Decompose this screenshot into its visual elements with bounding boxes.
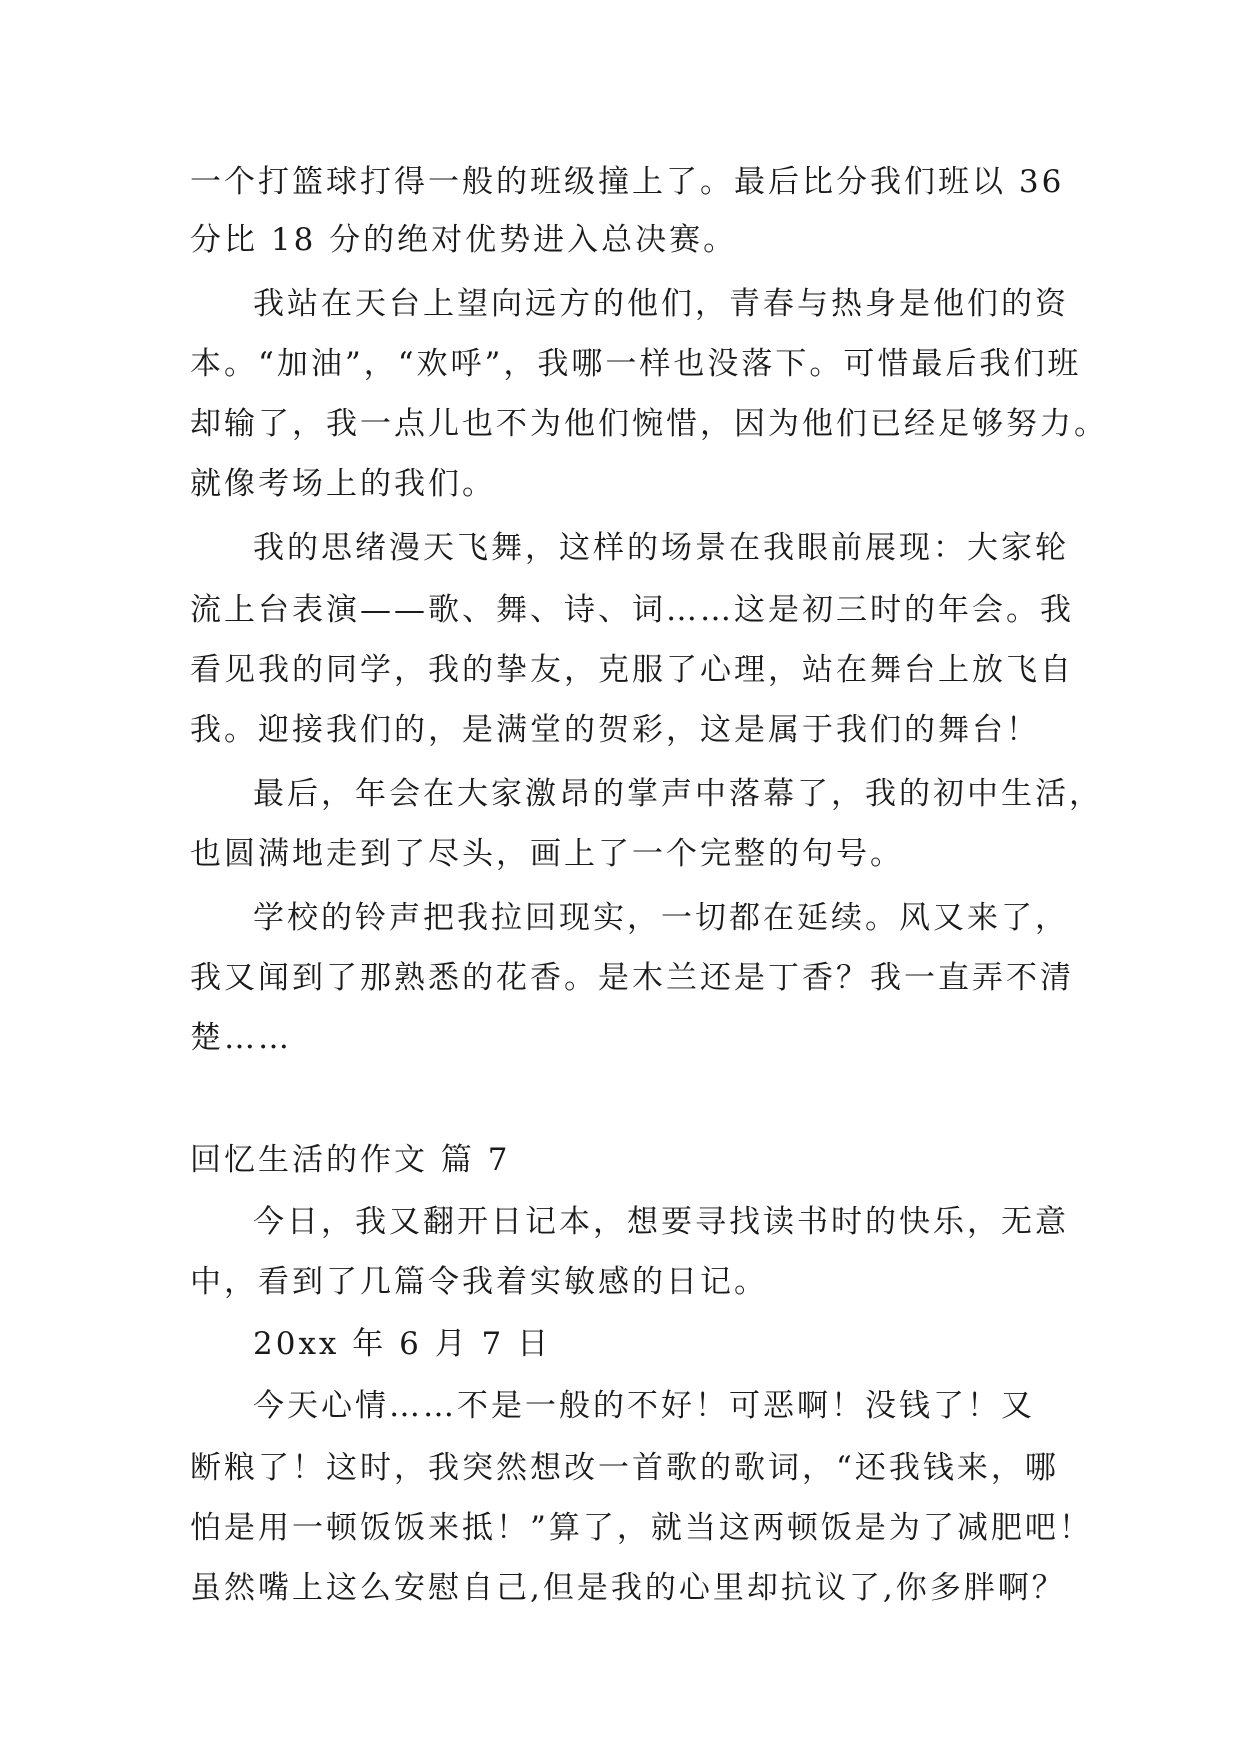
text-line: 就像考场上的我们。 [190,466,496,502]
text-line: 我站在天台上望向远方的他们，青春与热身是他们的资 [253,286,1069,322]
text-line: 断粮了！这时，我突然想改一首歌的歌词，“还我钱来，哪 [190,1450,1059,1486]
text-line: 我的思绪漫天飞舞，这样的场景在我眼前展现：大家轮 [253,530,1069,566]
text-line: 也圆满地走到了尽头，画上了一个完整的句号。 [190,836,904,872]
text-line: 本。“加油”，“欢呼”，我哪一样也没落下。可惜最后我们班 [190,346,1082,382]
text-line: 却输了，我一点儿也不为他们惋惜，因为他们已经足够努力。 [190,406,1108,442]
text-line: 最后，年会在大家激昂的掌声中落幕了，我的初中生活， [253,776,1103,812]
text-line: 一个打篮球打得一般的班级撞上了。最后比分我们班以 36 [190,164,1065,200]
section-heading: 回忆生活的作文 篇 7 [190,1142,511,1178]
text-line: 学校的铃声把我拉回现实，一切都在延续。风又来了， [253,900,1069,936]
text-line: 我。迎接我们的，是满堂的贺彩，这是属于我们的舞台！ [190,712,1040,748]
text-line: 我又闻到了那熟悉的花香。是木兰还是丁香？我一直弄不清 [190,960,1074,996]
text-line: 虽然嘴上这么安慰自己,但是我的心里却抗议了,你多胖啊？ [190,1570,1066,1606]
text-line: 看见我的同学，我的挚友，克服了心理，站在舞台上放飞自 [190,652,1074,688]
diary-date: 20xx 年 6 月 7 日 [253,1326,552,1362]
text-line: 分比 18 分的绝对优势进入总决赛。 [190,222,738,258]
text-line: 今天心情……不是一般的不好！可恶啊！没钱了！又 [253,1388,1035,1424]
text-line: 怕是用一顿饭饭来抵！”算了，就当这两顿饭是为了减肥吧！ [190,1510,1093,1546]
text-line: 流上台表演——歌、舞、诗、词……这是初三时的年会。我 [190,592,1074,628]
text-line: 今日，我又翻开日记本，想要寻找读书时的快乐，无意 [253,1204,1069,1240]
text-line: 楚…… [190,1020,292,1056]
text-line: 中，看到了几篇令我着实敏感的日记。 [190,1264,768,1300]
